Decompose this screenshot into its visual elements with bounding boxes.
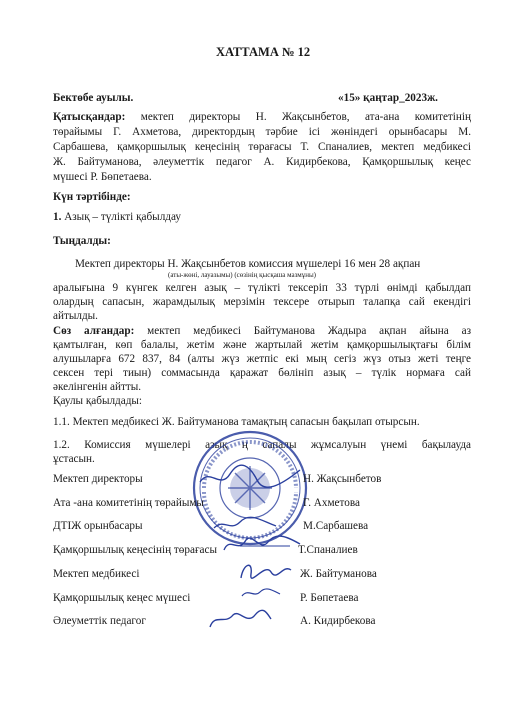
heard-line-4: айтылды. (53, 310, 98, 322)
heard-line-2: аралығына 9 күнгек келген азық – түлікті тексеріп 33 түрлі өнімді қабылдап (53, 282, 471, 294)
signature-scribble-7 (205, 605, 275, 633)
signature-role-1: Мектеп директоры (53, 473, 143, 485)
signature-name-3: М.Сарбашева (303, 520, 369, 532)
signature-role-6: Қамқоршылық кеңес мүшесі (53, 592, 191, 604)
signature-role-7: Әлеуметтік педагог (53, 615, 146, 627)
participants-line-4: Ж. Байтуманова, әлеуметтік педагог А. Кидирбекова, Қамқоршылық кеңес (53, 156, 471, 168)
signature-name-2: Г. Ахметова (303, 497, 360, 509)
signature-role-4: Қамқоршылық кеңесінің төрағасы (53, 544, 217, 556)
signature-name-5: Ж. Байтуманова (300, 568, 377, 580)
decision-1: 1.1. Мектеп медбикесі Ж. Байтуманова тамақтың сапасын бақылап отырсын. (53, 416, 420, 428)
signature-name-1: Н. Жақсынбетов (303, 473, 382, 485)
participants-line-3: Сарбашева, қамқоршылық кеңесінің төрағасы Т. Спаналиев, мектеп медбикесі (53, 141, 471, 153)
spoke-line-5: әкелінгенін айтты. (53, 381, 142, 393)
agenda-item: 1. Азық – түлікті қабылдау (53, 211, 181, 223)
document-title: ХАТТАМА № 12 (216, 45, 311, 59)
signature-name-4: Т.Спаналиев (298, 544, 358, 556)
decision-2-cont: ұстасын. (53, 453, 95, 465)
date-text: «15» қаңтар_2023ж. (338, 92, 438, 104)
participants-line-2: төрайымы Г. Ахметова, директордың тәрбие ісі жөніндегі орынбасары М. (53, 126, 471, 138)
spoke-line-1: Сөз алғандар: мектеп медбикесі Байтуманова Жадыра ақпан айына аз (53, 325, 471, 337)
signature-scribble-1 (195, 462, 305, 492)
signature-role-3: ДТІЖ орынбасары (53, 520, 143, 532)
signature-name-7: А. Кидирбекова (300, 615, 376, 627)
decision-2: 1.2. Комиссия мүшелері азық ң сапалы жұмсалуын үнемі бақылауда (53, 439, 471, 451)
signature-scribble-6 (238, 584, 283, 602)
signature-scribble-5 (235, 556, 295, 584)
place-text: Бектөбе ауылы. (53, 92, 134, 104)
heard-line-1: Мектеп директоры Н. Жақсынбетов комиссия мүшелері 16 мен 28 ақпан (75, 258, 421, 270)
heard-line-3: олардың сапасын, жарамдылық мерзімін тексере отырып талапқа сай екендігі (53, 296, 471, 308)
agenda-heading: Күн тәртібінде: (53, 191, 131, 203)
signature-scribble-4 (220, 530, 305, 558)
heard-hint: (аты-жөні, лауазымы) (сөзінің қысқаша мазмұны) (168, 271, 316, 279)
decided-heading: Қаулы қабылдады: (53, 395, 143, 407)
heard-heading: Тыңдалды: (53, 235, 111, 247)
spoke-line-2: қамтылған, көп балалы, жетім және жартылай жетім қамқоршылықтағы білім (53, 339, 471, 351)
spoke-line-3: алушыларға 672 837, 84 (алты жүз жетпіс екі мың сегіз жүз отыз жеті теңге (53, 353, 471, 365)
participants-line-5: мүшесі Р. Бөпетаева. (53, 171, 152, 183)
signature-role-2: Ата -ана комитетінің төрайымы (53, 497, 204, 509)
participants-line-1: Қатысқандар: мектеп директоры Н. Жақсынбетов, ата-ана комитетінің (53, 111, 471, 123)
signature-name-6: Р. Бөпетаева (300, 592, 359, 604)
spoke-line-4: сексен тері тиын) соммасында қаражат бөлініп азық – түлік нормаға сай (53, 367, 471, 379)
signature-role-5: Мектеп медбикесі (53, 568, 140, 580)
